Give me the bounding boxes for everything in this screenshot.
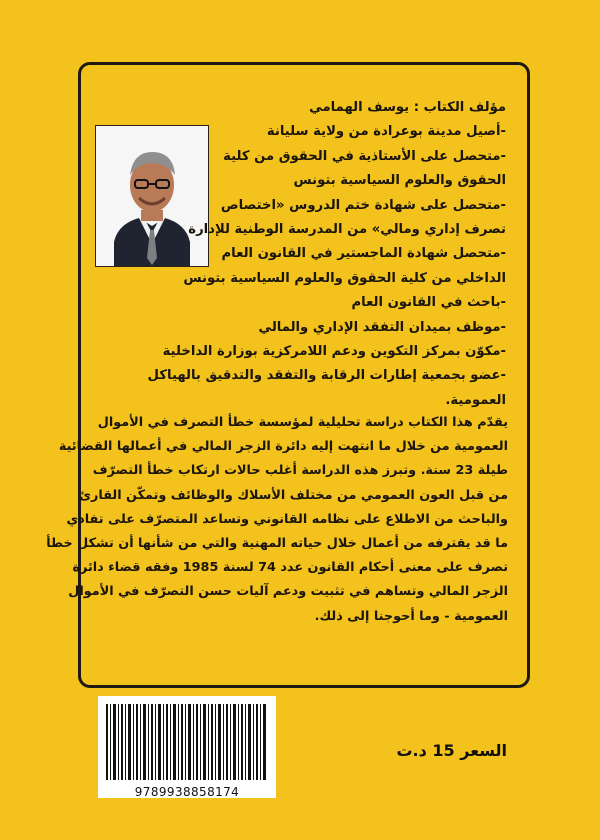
bio-bullet: -عضو بجمعية إطارات الرقابة والتفقد والتدقيق بالهياكل العمومية.: [147, 368, 506, 408]
bio-line: الداخلي من كلية الحقوق والعلوم السياسية بتونس: [183, 270, 506, 286]
bio-line: -متحصل شهادة الماجستير في القانون العام: [221, 246, 506, 262]
description-line: يقدّم هذا الكتاب دراسة تحليلية لمؤسسة خطأ التصرف في الأموال: [97, 415, 508, 430]
bio-bullet: -باحث في القانون العام: [351, 295, 506, 311]
description-line: والباحث من الاطلاع على نظامه القانوني وتساعد المتصرّف على تفادي: [66, 511, 508, 527]
bio-line: -أصيل مدينة بوعرادة من ولاية سليانة: [266, 124, 506, 140]
description-line: طيلة 23 سنة. وتبرز هذه الدراسة أغلب حالات ارتكاب خطأ التصرّف: [92, 463, 508, 479]
book-description: [46, 411, 508, 629]
description-line: العمومية - وما أحوجنا إلى ذلك.: [314, 608, 508, 624]
author-bio: [86, 96, 506, 413]
author-name-line: مؤلف الكتاب : يوسف الهمامي: [309, 100, 506, 115]
description-line: من قبل العون العمومي من مختلف الأسلاك والوظائف وتمكّن القارئ: [79, 487, 508, 503]
isbn-barcode: [98, 696, 276, 798]
bio-line: -متحصل على الأستاذية في الحقوق من كلية: [223, 148, 506, 164]
bio-bullet: -مكوّن بمركز التكوين ودعم اللامركزية بوزارة الداخلية: [162, 344, 506, 360]
isbn-number: 9789938858174: [134, 785, 240, 799]
barcode-image: [98, 696, 276, 784]
price-label: السعر 15 د.ت: [396, 741, 507, 760]
bio-line: الحقوق والعلوم السياسية بتونس: [293, 173, 506, 189]
bio-bullet: -موظف بميدان التفقد الإداري والمالي: [258, 319, 506, 335]
description-line: الزجر المالي وتساهم في تثبيت ودعم آليات حسن التصرّف في الأموال: [68, 584, 508, 600]
bio-line: تصرف إداري ومالي» من المدرسة الوطنية للإدارة: [188, 222, 506, 238]
description-line: ما قد يقترفه من أعمال خلال حياته المهنية والتي من شأنها أن تشكل خطأ: [46, 536, 508, 552]
description-line: تصرف على معنى أحكام القانون عدد 74 لسنة 1985 وفقه قضاء دائرة: [72, 560, 508, 576]
bio-line: -متحصل على شهادة ختم الدروس «اختصاص: [220, 197, 506, 213]
description-line: العمومية من خلال ما انتهت إليه دائرة الزجر المالي في أعمالها القضائية: [58, 439, 508, 455]
